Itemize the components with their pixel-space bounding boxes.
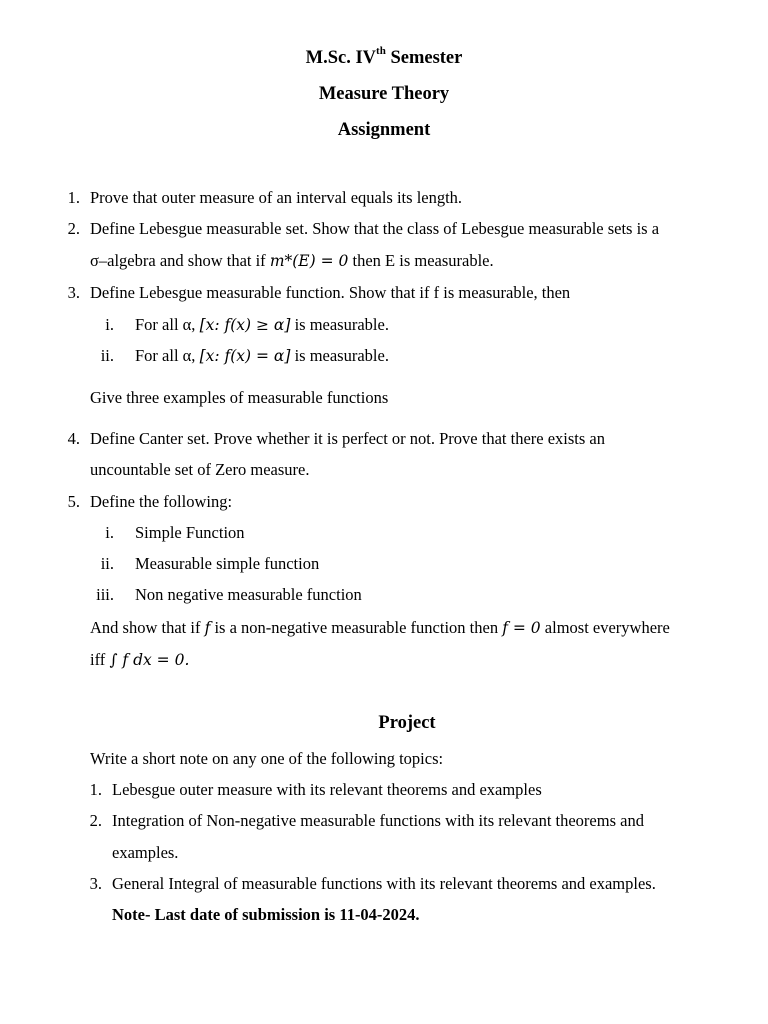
question-5-statement-text-b: is a non-negative measurable function then xyxy=(210,618,503,637)
question-5-sub-i-number: i. xyxy=(105,523,114,542)
question-3-sub-ii-math: [x: f(x) = α] xyxy=(199,347,291,365)
question-2-math-outer-measure: m*(E) = 0 xyxy=(269,252,349,270)
document-type-heading: Assignment xyxy=(337,120,431,140)
project-intro: Write a short note on any one of the following topics: xyxy=(90,749,444,768)
question-5-sub-ii-number: ii. xyxy=(100,554,114,573)
question-3-text: Define Lebesgue measurable function. Show that if f is measurable, then xyxy=(90,283,571,302)
question-5-sub-iii-number: iii. xyxy=(96,585,114,604)
question-2-line-2 xyxy=(90,245,494,277)
question-3-number: 3. xyxy=(67,283,80,302)
question-2-line-2-text-a: σ–algebra and show that if xyxy=(90,251,270,270)
question-5-sub-ii: Measurable simple function xyxy=(135,554,320,573)
question-5-statement-line-2 xyxy=(90,644,189,676)
question-3-sub-ii xyxy=(135,340,389,372)
subject-heading: Measure Theory xyxy=(318,84,450,104)
question-3-sub-i-text-b: is measurable. xyxy=(290,315,389,334)
question-5-statement-text-a: And show that if xyxy=(90,618,205,637)
course-heading-suffix: Semester xyxy=(385,48,463,68)
question-3-sub-i xyxy=(135,309,389,341)
question-3-sub-ii-number: ii. xyxy=(100,346,114,365)
question-5-statement-text-c: almost everywhere xyxy=(540,618,670,637)
question-4-number: 4. xyxy=(67,429,80,448)
project-topic-1-number: 1. xyxy=(89,780,102,799)
question-5-math-f: f xyxy=(204,619,211,637)
question-1-number: 1. xyxy=(67,188,80,207)
question-3-sub-i-math: [x: f(x) ≥ α] xyxy=(199,316,291,334)
question-5-number: 5. xyxy=(67,492,80,511)
question-3-sub-i-text-a: For all α, xyxy=(135,315,200,334)
question-4-line-2: uncountable set of Zero measure. xyxy=(90,460,310,479)
question-3-sub-i-number: i. xyxy=(105,315,114,334)
question-5-math-f-zero: f = 0 xyxy=(502,619,541,637)
question-5-statement-line-2-text: iff xyxy=(90,650,110,669)
project-heading: Project xyxy=(378,713,436,733)
question-3-extra: Give three examples of measurable functions xyxy=(90,388,389,407)
submission-deadline-note: Note- Last date of submission is 11-04-2024. xyxy=(112,905,420,924)
project-topic-3: General Integral of measurable functions with its relevant theorems and examples. xyxy=(112,874,656,893)
course-heading-prefix: M.Sc. IV xyxy=(305,48,377,68)
question-5-statement-line-1 xyxy=(90,612,670,644)
project-topic-2-line-2: examples. xyxy=(112,843,179,862)
question-5-text: Define the following: xyxy=(90,492,233,511)
question-2-line-1: Define Lebesgue measurable set. Show that the class of Lebesgue measurable sets is a xyxy=(90,219,660,238)
question-3-sub-ii-text-a: For all α, xyxy=(135,346,200,365)
project-topic-2-number: 2. xyxy=(89,811,102,830)
question-2-number: 2. xyxy=(67,219,80,238)
project-topic-3-number: 3. xyxy=(89,874,102,893)
question-5-sub-iii: Non negative measurable function xyxy=(135,585,362,604)
question-5-math-integral: ∫ f dx = 0. xyxy=(109,651,190,669)
question-4-line-1: Define Canter set. Prove whether it is perfect or not. Prove that there exists an xyxy=(90,429,606,448)
question-5-sub-i: Simple Function xyxy=(135,523,245,542)
question-2-line-2-text-b: then E is measurable. xyxy=(348,251,494,270)
question-1-text: Prove that outer measure of an interval equals its length. xyxy=(90,188,463,207)
project-topic-2-line-1: Integration of Non-negative measurable functions with its relevant theorems and xyxy=(112,811,644,830)
course-heading xyxy=(0,46,768,70)
project-topic-1: Lebesgue outer measure with its relevant theorems and examples xyxy=(112,780,542,799)
question-3-sub-ii-text-b: is measurable. xyxy=(290,346,389,365)
course-heading-superscript: th xyxy=(376,44,386,57)
